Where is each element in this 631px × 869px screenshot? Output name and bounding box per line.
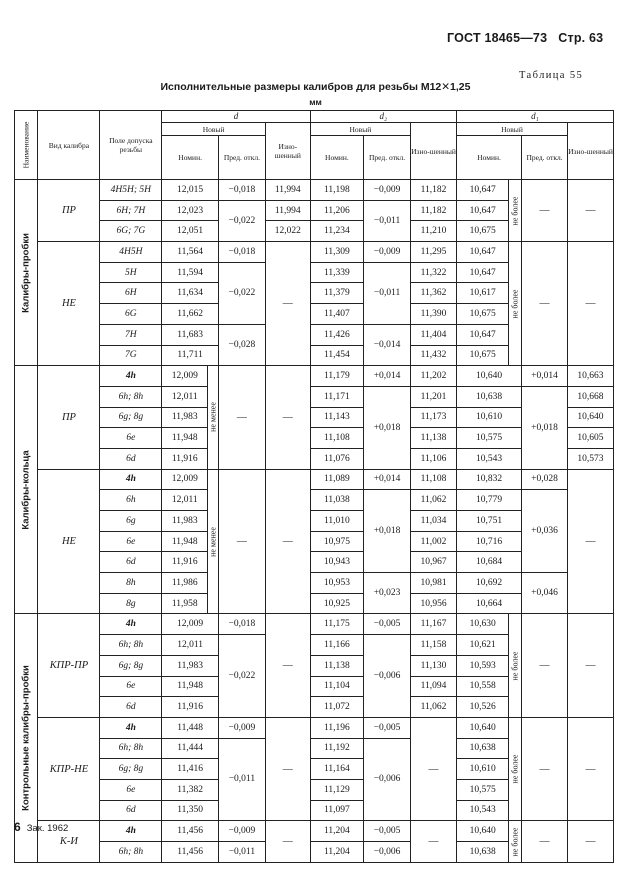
col-field-header: Поле допуска резьбы bbox=[100, 111, 162, 180]
table-row: 6G 11,662 11,407 11,390 10,675 bbox=[15, 304, 614, 325]
table-row: 8h 11,986 10,953 +0,023 10,981 10,692 +0,046 bbox=[15, 573, 614, 594]
footer-order: Зак. 1962 bbox=[26, 823, 69, 834]
table-row: 6e 11,948 10,975 11,002 10,716 bbox=[15, 531, 614, 552]
table-row: 6g 11,983 11,010 11,034 10,751 bbox=[15, 511, 614, 532]
table-row: 6H 11,634 11,379 11,362 10,617 bbox=[15, 283, 614, 304]
table-row: 6H; 7H 12,023 −0,022 11,994 11,206 −0,011 11,182 10,647 bbox=[15, 200, 614, 221]
kind-cell: К-И bbox=[38, 821, 100, 862]
not-less-note: не менее bbox=[208, 469, 219, 614]
page-number: Стр. 63 bbox=[558, 31, 604, 45]
group-ring-gauges: Калибры-кольца bbox=[15, 366, 38, 614]
kind-cell: КПР-НЕ bbox=[38, 717, 100, 820]
table-number: Таблица 55 bbox=[519, 70, 584, 81]
table-row: 6d 11,916 10,943 10,967 10,684 bbox=[15, 552, 614, 573]
table-row: 6h; 8h 12,011 11,171 +0,018 11,201 10,638 +0,018 10,668 bbox=[15, 386, 614, 407]
table-row: НЕ 4H5H 11,564 −0,018 — 11,309 −0,009 11,295 10,647 не более — — bbox=[15, 242, 614, 263]
col-d1-header: d₁ bbox=[456, 111, 613, 123]
kind-cell: КПР-ПР bbox=[38, 614, 100, 717]
col-kind-header: Вид калибра bbox=[38, 111, 100, 180]
table-row: 7G 11,711 11,454 11,432 10,675 bbox=[15, 345, 614, 366]
kind-cell: ПР bbox=[38, 366, 100, 469]
dimensions-table bbox=[14, 110, 614, 863]
table-row: 6G; 7G 12,051 12,022 11,234 11,210 10,675 bbox=[15, 221, 614, 242]
table-row: К-И 4h 11,456 −0,009 — 11,204 −0,005 — 10,640 не более — — bbox=[15, 821, 614, 842]
table-row: 6d 11,350 11,097 10,543 bbox=[15, 800, 614, 821]
page-header bbox=[447, 31, 603, 45]
d-tol-header: Пред. откл. bbox=[218, 136, 265, 180]
table-row: 6g; 8g 11,983 11,143 11,173 10,610 10,640 bbox=[15, 407, 614, 428]
d1-tol-header: Пред. откл. bbox=[522, 136, 568, 180]
table-row: 8g 11,958 10,925 10,956 10,664 bbox=[15, 593, 614, 614]
not-more-note: не более bbox=[509, 242, 522, 366]
kind-cell: ПР bbox=[38, 180, 100, 242]
table-row: Калибры-пробки ПР 4H5H; 5H 12,015 −0,018 11,994 11,198 −0,009 11,182 10,647 не более — — bbox=[15, 180, 614, 201]
page-footer bbox=[14, 820, 68, 834]
col-d-header: d bbox=[162, 111, 310, 123]
table-row: 7H 11,683 −0,028 11,426 −0,014 11,404 10,647 bbox=[15, 324, 614, 345]
table-row: Контрольные калибры-пробки КПР-ПР 4h 12,009 −0,018 — 11,175 −0,005 11,167 10,630 не более — — bbox=[15, 614, 614, 635]
kind-cell: НЕ bbox=[38, 242, 100, 366]
table-row: 6g; 8g 11,416 11,164 10,610 bbox=[15, 759, 614, 780]
not-more-note: не более bbox=[509, 717, 522, 820]
d2-tol-header: Пред. откл. bbox=[364, 136, 411, 180]
not-more-note: не более bbox=[509, 614, 522, 717]
table-row: НЕ 4h 12,009 не менее — — 11,089 +0,014 11,108 10,832 +0,028 — bbox=[15, 469, 614, 490]
d1-new-header: Новый bbox=[456, 123, 567, 136]
d1-nom-header: Номин. bbox=[456, 136, 521, 180]
group-plug-gauges: Калибры-пробки bbox=[15, 180, 38, 366]
not-more-note: не более bbox=[509, 821, 522, 862]
d-new-header: Новый bbox=[162, 123, 266, 136]
table-title: Исполнительные размеры калибров для резьбы М12✕1,25 bbox=[160, 81, 471, 93]
table-row: 6d 11,916 11,076 11,106 10,543 10,573 bbox=[15, 448, 614, 469]
table-row: 6g; 8g 11,983 11,138 11,130 10,593 bbox=[15, 655, 614, 676]
table-row: 6e 11,948 11,108 11,138 10,575 10,605 bbox=[15, 428, 614, 449]
d2-worn-header: Изно-шенный bbox=[411, 123, 457, 180]
d2-nom-header: Номин. bbox=[310, 136, 363, 180]
d-worn-header: Изно-шенный bbox=[265, 123, 310, 180]
table-row: 6e 11,382 11,129 10,575 bbox=[15, 779, 614, 800]
footer-page-number: 6 bbox=[14, 820, 21, 834]
table-row: Калибры-кольца ПР 4h 12,009 не менее — — 11,179 +0,014 11,202 10,640 +0,014 10,663 bbox=[15, 366, 614, 387]
table-row: 6h; 8h 12,011 −0,022 11,166 −0,006 11,158 10,621 bbox=[15, 635, 614, 656]
col-d2-header: d₂ bbox=[310, 111, 456, 123]
col-name-header: Наименование bbox=[15, 111, 38, 180]
table-row: 6e 11,948 11,104 11,094 10,558 bbox=[15, 676, 614, 697]
not-more-note: не более bbox=[509, 180, 522, 242]
group-control-gauges: Контрольные калибры-пробки bbox=[15, 614, 38, 862]
kind-cell: НЕ bbox=[38, 469, 100, 614]
table-row: 6d 11,916 11,072 11,062 10,526 bbox=[15, 697, 614, 718]
table-row: 6h 12,011 11,038 +0,018 11,062 10,779 +0,036 bbox=[15, 490, 614, 511]
table-row: 6h; 8h 11,456 −0,011 11,204 −0,006 10,638 bbox=[15, 842, 614, 863]
gost-number: ГОСТ 18465—73 bbox=[447, 31, 548, 45]
d1-worn-header: Изно-шенный bbox=[567, 123, 613, 180]
table-row: КПР-НЕ 4h 11,448 −0,009 — 11,196 −0,005 — 10,640 не более — — bbox=[15, 717, 614, 738]
d2-new-header: Новый bbox=[310, 123, 410, 136]
not-less-note: не менее bbox=[208, 366, 219, 469]
table-unit: мм bbox=[309, 97, 322, 107]
table-row: 5H 11,594 −0,022 11,339 −0,011 11,322 10,647 bbox=[15, 262, 614, 283]
table-row: 6h; 8h 11,444 −0,011 11,192 −0,006 10,638 bbox=[15, 738, 614, 759]
d-nom-header: Номин. bbox=[162, 136, 219, 180]
